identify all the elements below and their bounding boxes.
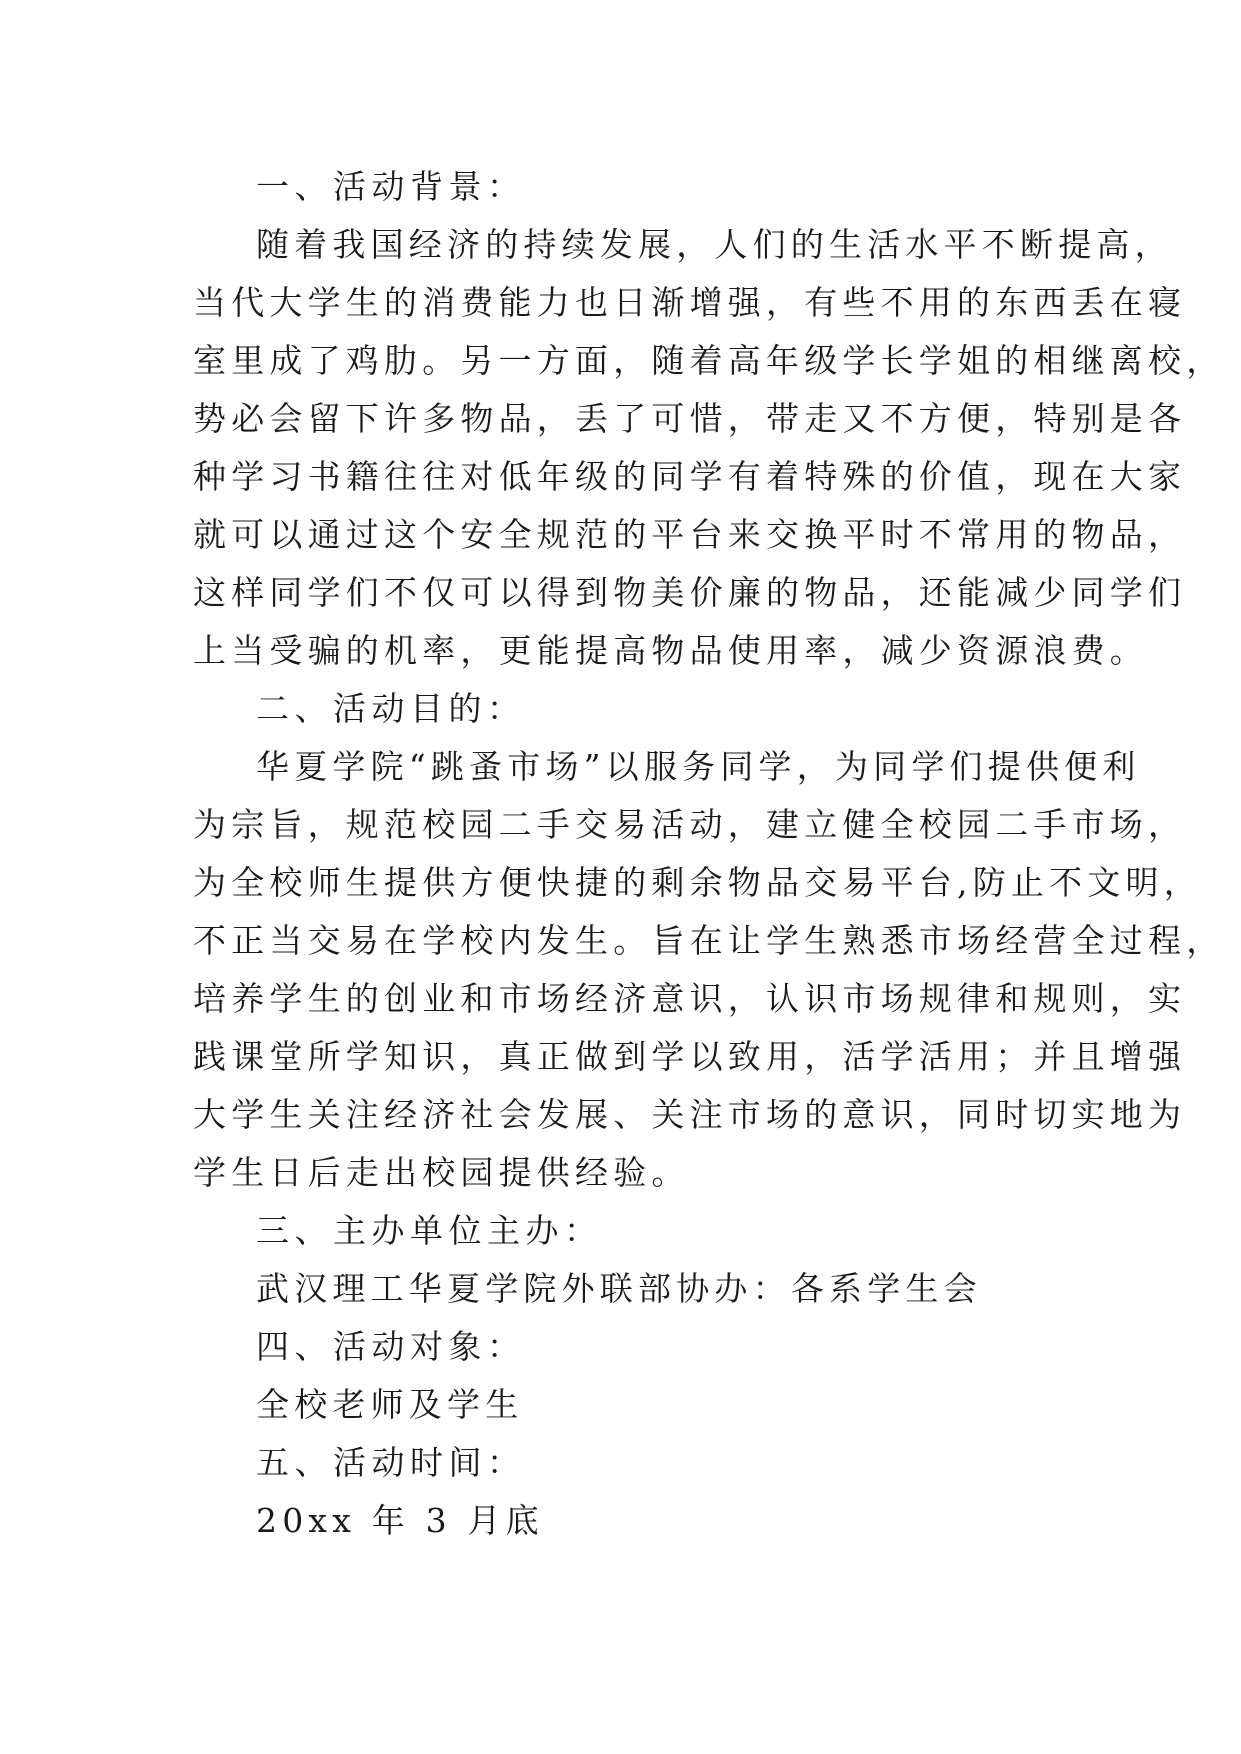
- paragraph-line: 培养学生的创业和市场经济意识，认识市场规律和规则，实: [193, 979, 1187, 1018]
- paragraph-line: 室里成了鸡肋。另一方面，随着高年级学长学姐的相继离校，: [193, 341, 1225, 380]
- section-heading-background: 一、活动背景：: [256, 167, 526, 206]
- section-heading-audience: 四、活动对象：: [256, 1327, 526, 1366]
- paragraph-line: 当代大学生的消费能力也日渐增强，有些不用的东西丢在寝: [193, 283, 1187, 322]
- paragraph-line: 为宗旨，规范校园二手交易活动，建立健全校园二手市场，: [193, 805, 1187, 844]
- section-heading-organizer: 三、主办单位主办：: [256, 1211, 603, 1250]
- paragraph-line: 武汉理工华夏学院外联部协办：各系学生会: [256, 1269, 982, 1308]
- paragraph-line: 大学生关注经济社会发展、关注市场的意识，同时切实地为: [193, 1095, 1187, 1134]
- paragraph-line: 这样同学们不仅可以得到物美价廉的物品，还能减少同学们: [193, 573, 1187, 612]
- paragraph-line: 学生日后走出校园提供经验。: [193, 1153, 690, 1192]
- paragraph-line: 随着我国经济的持续发展，人们的生活水平不断提高，: [256, 225, 1173, 264]
- document-body: [193, 158, 1225, 1550]
- paragraph-line: 势必会留下许多物品，丢了可惜，带走又不方便，特别是各: [193, 399, 1187, 438]
- paragraph-line: 种学习书籍往往对低年级的同学有着特殊的价值，现在大家: [193, 457, 1187, 496]
- paragraph-line: 20xx 年 3 月底: [256, 1501, 544, 1540]
- paragraph-line: 践课堂所学知识，真正做到学以致用，活学活用；并且增强: [193, 1037, 1187, 1076]
- paragraph-line: 上当受骗的机率，更能提高物品使用率，减少资源浪费。: [193, 631, 1148, 670]
- paragraph-line: 就可以通过这个安全规范的平台来交换平时不常用的物品，: [193, 515, 1187, 554]
- paragraph-line: 为全校师生提供方便快捷的剩余物品交易平台,防止不文明，: [193, 863, 1202, 902]
- section-heading-purpose: 二、活动目的：: [256, 689, 526, 728]
- paragraph-line: 全校老师及学生: [256, 1385, 524, 1424]
- section-heading-time: 五、活动时间：: [256, 1443, 526, 1482]
- paragraph-line: 不正当交易在学校内发生。旨在让学生熟悉市场经营全过程，: [193, 921, 1225, 960]
- paragraph-line: 华夏学院“跳蚤市场”以服务同学，为同学们提供便利: [256, 747, 1141, 786]
